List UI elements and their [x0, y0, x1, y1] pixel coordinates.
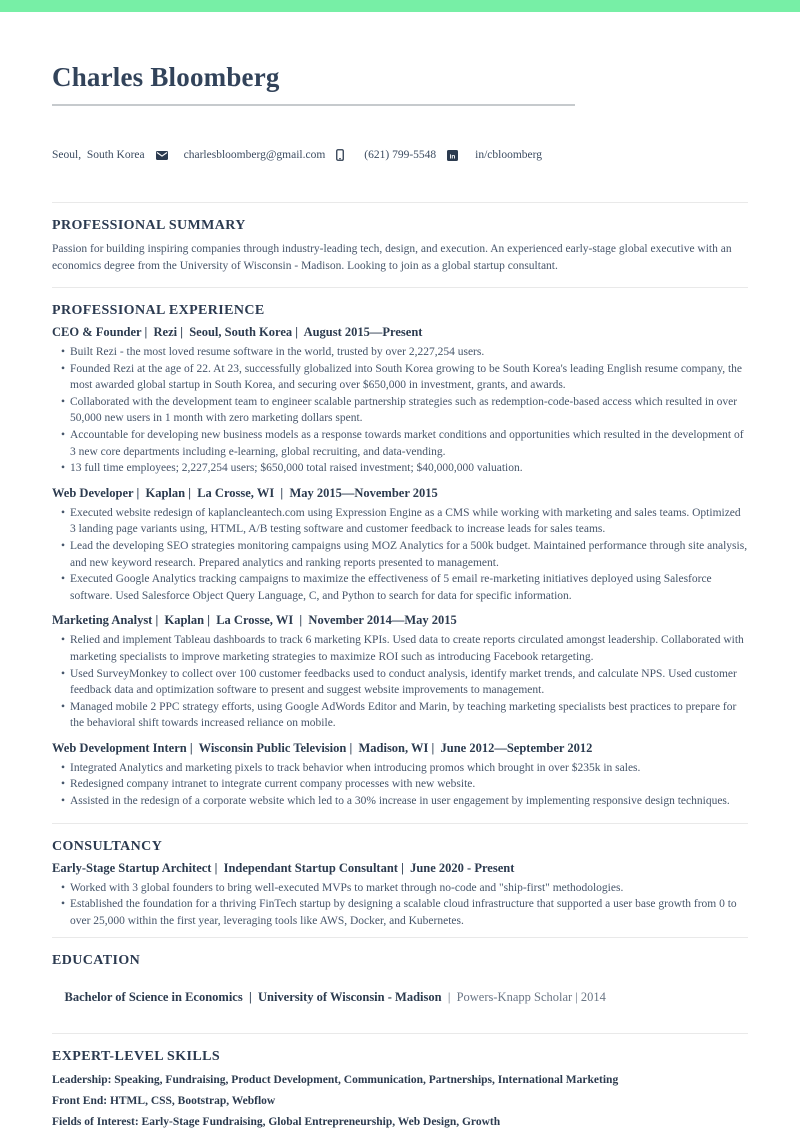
job-entry-web-developer-kaplan — [52, 486, 748, 605]
phone-text: (621) 799-5548 — [364, 149, 437, 161]
bullet: • Executed website redesign of kaplancleantech.com using Expression Engine as a CMS while working with marketing and sales teams. Optimized 3 landing page variants using, HTML, A/B testing software and customer feedback to increase leads for sales teams. — [60, 505, 748, 538]
accent-bar — [0, 0, 800, 12]
section-divider — [52, 202, 748, 203]
skill-line-front-end: Front End: HTML, CSS, Bootstrap, Webflow — [52, 1095, 276, 1108]
scholarship-year-text: | Powers-Knapp Scholar | 2014 — [441, 990, 606, 1005]
email-text: charlesbloomberg@gmail.com — [183, 149, 326, 161]
bullet: • Relied and implement Tableau dashboards to track 6 marketing KPIs. Used data to create reports circulated amongst leadership. Collaborated with marketing specialists to improve marketing strategies to maximize ROI such as introducing Facebook retargeting. — [60, 632, 748, 665]
resume-page — [0, 62, 800, 1128]
job-title: Early-Stage Startup Architect | Independant Startup Consultant | June 2020 - Present — [52, 860, 515, 875]
section-divider — [52, 823, 748, 824]
bullet: • Founded Rezi at the age of 22. At 23, successfully globalized into South Korea growing to be South Korea's leading English resume company, the most awarded global startup in South Korea, and securing over $650,000 in investment, grants, and awards. — [60, 361, 748, 394]
section-heading-summary: PROFESSIONAL SUMMARY — [52, 218, 246, 233]
contact-location — [52, 149, 145, 161]
job-entry-startup-architect — [52, 861, 748, 930]
job-entry-marketing-analyst-kaplan — [52, 613, 748, 732]
page-title: Charles Bloomberg — [52, 62, 280, 92]
section-divider — [52, 937, 748, 938]
linkedin-icon — [447, 126, 470, 185]
job-title: CEO & Founder | Rezi | Seoul, South Korea | August 2015—Present — [52, 325, 423, 339]
section-heading-education: EDUCATION — [52, 953, 141, 969]
education-degree-line — [52, 975, 748, 1020]
section-heading-skills: EXPERT-LEVEL SKILLS — [52, 1049, 221, 1065]
bullet: • Used SurveyMonkey to collect over 100 customer feedbacks used to conduct analysis, identify market trends, and calculate NPS. Used customer feedback data and optimization software to present and suggest website improvements to management. — [60, 666, 748, 699]
contact-email — [156, 127, 326, 184]
svg-text:in: in — [449, 152, 456, 160]
bullet: • Executed Google Analytics tracking campaigns to maximize the effectiveness of 5 email re-marketing initiatives deployed using Salesforce software. Used Salesforce Object Query Language, C, and Python to search for data for specific information. — [60, 571, 748, 604]
skill-line-fields-of-interest: Fields of Interest: Early-Stage Fundraising, Global Entrepreneurship, Web Design, Growth — [52, 1116, 501, 1128]
linkedin-text: in/cbloomberg — [475, 149, 543, 161]
degree-text: Bachelor of Science in Economics | University of Wisconsin - Madison — [64, 990, 442, 1005]
section-heading-experience: PROFESSIONAL EXPERIENCE — [52, 303, 265, 318]
job-bullets — [52, 760, 748, 810]
job-bullets — [52, 632, 748, 732]
job-bullets — [52, 344, 748, 477]
bullet: • Lead the developing SEO strategies monitoring campaigns using MOZ Analytics for a 500k budget. Maintained performance through site analysis, and new keyword research. Prepared analytics and ranking reports presented to management. — [60, 538, 748, 571]
job-title: Web Development Intern | Wisconsin Public Television | Madison, WI | June 2012—September 2012 — [52, 740, 593, 755]
phone-icon — [336, 125, 359, 185]
section-divider — [52, 1033, 748, 1034]
name-underline — [52, 104, 575, 106]
job-title: Marketing Analyst | Kaplan | La Crosse, WI | November 2014—May 2015 — [52, 613, 457, 628]
bullet: • Built Rezi - the most loved resume software in the world, trusted by over 2,227,254 users. — [60, 344, 748, 361]
contact-linkedin — [447, 126, 542, 185]
section-divider — [52, 287, 748, 288]
job-entry-web-development-intern — [52, 741, 748, 810]
job-title: Web Developer | Kaplan | La Crosse, WI | May 2015—November 2015 — [52, 485, 438, 500]
job-bullets — [52, 505, 748, 605]
skill-line-leadership: Leadership: Speaking, Fundraising, Product Development, Communication, Partnerships, International Marketing — [52, 1074, 619, 1087]
bullet: • Worked with 3 global founders to bring well-executed MVPs to market through no-code and "ship-first" methodologies. — [60, 880, 748, 897]
bullet: • Managed mobile 2 PPC strategy efforts, using Google AdWords Editor and Marin, by teaching marketing specialists best practices to prepare for the behavioral shift towards increased reliance on mobile. — [60, 699, 748, 732]
bullet: • 13 full time employees; 2,227,254 users; $650,000 total raised investment; $40,000,000 valuation. — [60, 460, 748, 477]
contact-phone — [336, 125, 436, 185]
bullet: • Established the foundation for a thriving FinTech startup by designing a scalable cloud infrastructure that supported a user base growth from 0 to over 25,000 within the first year, leveraging tools like AWS, Docker, and Kubernetes. — [60, 896, 748, 929]
summary-text: Passion for building inspiring companies through industry-leading tech, design, and execution. An experienced early-stage global executive with an economics degree from the University of Wisconsin - Madison. Looking to join as a global startup consultant. — [52, 243, 732, 272]
bullet: • Accountable for developing new business models as a response towards market conditions and opportunities which resulted in the development of 3 new core departments including e-learning, global recruiting, and data-vending. — [60, 427, 748, 460]
bullet: • Assisted in the redesign of a corporate website which led to a 30% increase in user engagement by implementing responsive design techniques. — [60, 793, 748, 810]
bullet: • Collaborated with the development team to engineer scalable partnership strategies such as redemption-code-based access which resulted in over 50,000 new users in 1 month with zero marketing dollars spent. — [60, 394, 748, 427]
location-text: Seoul, South Korea — [52, 149, 145, 161]
contact-row — [52, 125, 748, 185]
section-heading-consultancy: CONSULTANCY — [52, 838, 163, 854]
job-entry-ceo-rezi — [52, 325, 748, 477]
bullet: • Integrated Analytics and marketing pixels to track behavior when introducing promos which brought in over $235k in sales. — [60, 760, 748, 777]
bullet: • Redesigned company intranet to integrate current company processes with new website. — [60, 776, 748, 793]
mail-icon — [156, 127, 179, 184]
job-bullets — [52, 880, 748, 930]
